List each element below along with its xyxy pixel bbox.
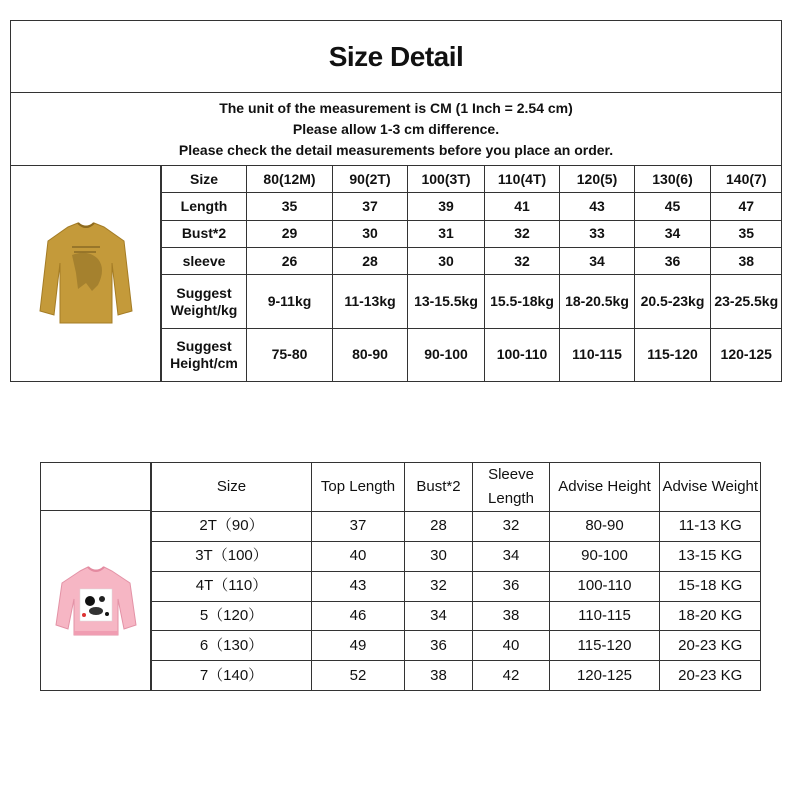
table-cell: 9-11kg	[247, 275, 333, 328]
header-cell: 120(5)	[560, 166, 635, 193]
header-cell: Advise Weight	[660, 463, 761, 512]
size-label: 5（120）	[152, 601, 312, 631]
table-cell: 30	[333, 220, 408, 247]
table-row	[162, 328, 782, 381]
size-label: 4T（110）	[152, 571, 312, 601]
table-row	[162, 248, 782, 275]
table-row	[162, 220, 782, 247]
table-row	[162, 193, 782, 220]
table-cell: 34	[560, 248, 635, 275]
table-row	[152, 541, 761, 571]
title-row	[11, 21, 781, 93]
table-cell: 38	[405, 661, 473, 690]
table-cell: 42	[473, 661, 550, 690]
table-row	[152, 661, 761, 690]
table-row	[152, 571, 761, 601]
table-cell: 32	[485, 248, 560, 275]
table-cell: 40	[473, 631, 550, 661]
measurement-notes	[11, 93, 781, 166]
header-cell: Bust*2	[405, 463, 473, 512]
table-cell: 41	[485, 193, 560, 220]
note-check: Please check the detail measurements before you place an order.	[178, 141, 614, 158]
size-label: 6（130）	[152, 631, 312, 661]
table-cell: 31	[408, 220, 485, 247]
header-cell: Sleeve Length	[473, 463, 550, 512]
size-grid	[161, 166, 782, 381]
table-cell: 15.5-18kg	[485, 275, 560, 328]
pink-sweatshirt-image	[54, 559, 138, 643]
header-cell: Size	[152, 463, 312, 512]
note-difference: Please allow 1-3 cm difference.	[292, 120, 500, 137]
header-cell: Top Length	[312, 463, 405, 512]
table-cell: 90-100	[408, 328, 485, 381]
table-cell: 110-115	[550, 601, 660, 631]
row-label: Bust*2	[162, 220, 247, 247]
table-cell: 36	[405, 631, 473, 661]
table-cell: 40	[312, 541, 405, 571]
row-label: Suggest Weight/kg	[162, 275, 247, 328]
table-cell: 90-100	[550, 541, 660, 571]
table-cell: 15-18 KG	[660, 571, 761, 601]
table-cell: 75-80	[247, 328, 333, 381]
table-cell: 43	[312, 571, 405, 601]
page-title: Size Detail	[328, 40, 464, 72]
table-cell: 36	[473, 571, 550, 601]
table-cell: 47	[711, 193, 782, 220]
table-cell: 28	[405, 512, 473, 542]
product-image-cell	[11, 166, 161, 381]
size-chart-table	[40, 462, 761, 691]
table-cell: 30	[408, 248, 485, 275]
table-cell: 32	[405, 571, 473, 601]
table-cell: 115-120	[550, 631, 660, 661]
table-cell: 38	[711, 248, 782, 275]
header-cell: 80(12M)	[247, 166, 333, 193]
table-cell: 23-25.5kg	[711, 275, 782, 328]
table-cell: 46	[312, 601, 405, 631]
table-cell: 18-20.5kg	[560, 275, 635, 328]
header-cell: 130(6)	[635, 166, 711, 193]
table-cell: 80-90	[333, 328, 408, 381]
size-grid	[151, 463, 761, 690]
table-cell: 38	[473, 601, 550, 631]
mustard-shirt-image	[38, 219, 134, 329]
table-cell: 34	[473, 541, 550, 571]
table-cell: 35	[711, 220, 782, 247]
size-label: 2T（90）	[152, 512, 312, 542]
table-cell: 110-115	[560, 328, 635, 381]
table-cell: 28	[333, 248, 408, 275]
header-cell: 90(2T)	[333, 166, 408, 193]
table-cell: 26	[247, 248, 333, 275]
header-cell: 140(7)	[711, 166, 782, 193]
row-label: Suggest Height/cm	[162, 328, 247, 381]
row-label: Length	[162, 193, 247, 220]
table-cell: 13-15 KG	[660, 541, 761, 571]
table-row	[162, 275, 782, 328]
header-row	[152, 463, 761, 512]
table-cell: 20-23 KG	[660, 661, 761, 690]
table-cell: 120-125	[550, 661, 660, 690]
table-cell: 39	[408, 193, 485, 220]
table-row	[152, 512, 761, 542]
table-cell: 100-110	[485, 328, 560, 381]
table-cell: 11-13 KG	[660, 512, 761, 542]
table-cell: 13-15.5kg	[408, 275, 485, 328]
table-cell: 32	[473, 512, 550, 542]
table-cell: 11-13kg	[333, 275, 408, 328]
header-cell: 110(4T)	[485, 166, 560, 193]
corner-cell	[41, 463, 151, 511]
header-cell: 100(3T)	[408, 166, 485, 193]
table-row	[152, 631, 761, 661]
table-cell: 34	[405, 601, 473, 631]
table-cell: 29	[247, 220, 333, 247]
table-cell: 115-120	[635, 328, 711, 381]
table-cell: 49	[312, 631, 405, 661]
table-row	[152, 601, 761, 631]
table-cell: 100-110	[550, 571, 660, 601]
table-cell: 80-90	[550, 512, 660, 542]
table-cell: 120-125	[711, 328, 782, 381]
size-detail-table	[10, 20, 782, 382]
table-cell: 37	[333, 193, 408, 220]
size-label: 7（140）	[152, 661, 312, 690]
table-cell: 32	[485, 220, 560, 247]
table-cell: 35	[247, 193, 333, 220]
table-cell: 37	[312, 512, 405, 542]
header-cell: Size	[162, 166, 247, 193]
header-row	[162, 166, 782, 193]
table-cell: 45	[635, 193, 711, 220]
product-image-cell	[41, 511, 151, 690]
table-cell: 30	[405, 541, 473, 571]
table-cell: 33	[560, 220, 635, 247]
table-cell: 34	[635, 220, 711, 247]
table-cell: 52	[312, 661, 405, 690]
header-cell: Advise Height	[550, 463, 660, 512]
table-cell: 20-23 KG	[660, 631, 761, 661]
row-label: sleeve	[162, 248, 247, 275]
table-cell: 36	[635, 248, 711, 275]
table-cell: 20.5-23kg	[635, 275, 711, 328]
size-label: 3T（100）	[152, 541, 312, 571]
note-unit: The unit of the measurement is CM (1 Inch = 2.54 cm)	[219, 99, 573, 116]
table-cell: 18-20 KG	[660, 601, 761, 631]
table-cell: 43	[560, 193, 635, 220]
